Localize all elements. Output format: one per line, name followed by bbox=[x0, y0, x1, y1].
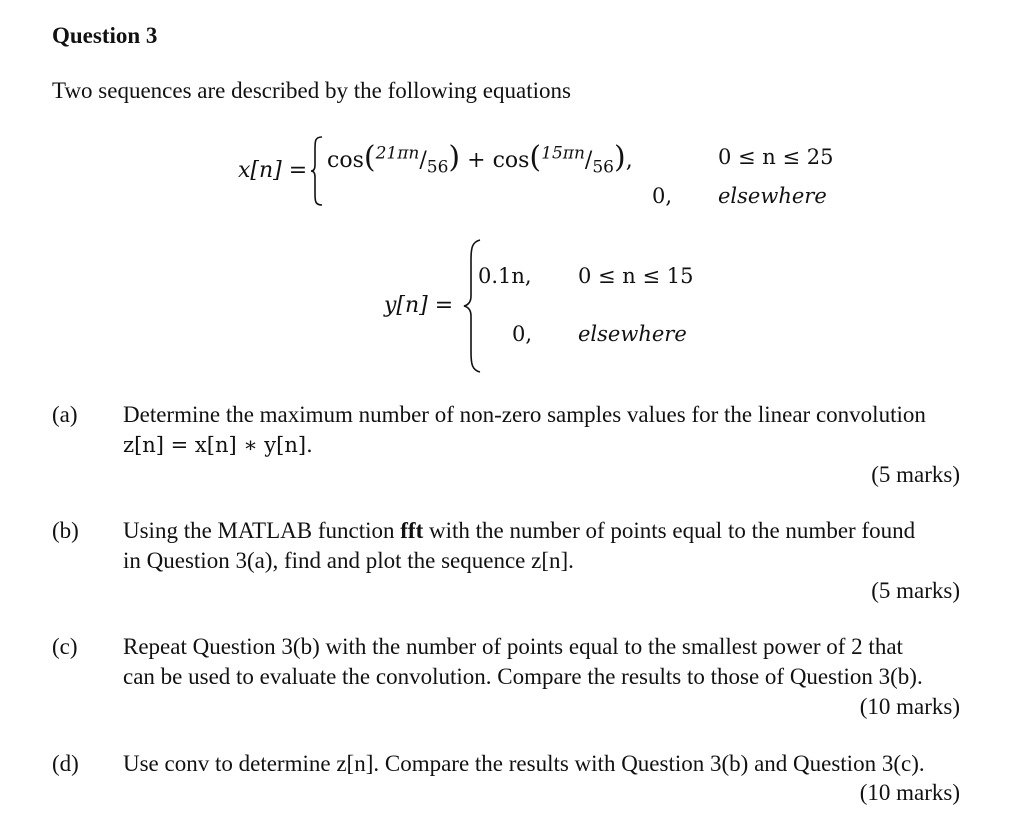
part-b-post: with the number of points equal to the number found bbox=[423, 518, 916, 543]
part-b-text bbox=[123, 516, 963, 576]
part-b-marks: (5 marks) bbox=[871, 578, 960, 603]
x-eq-num1: 21πn bbox=[375, 143, 420, 164]
x-eq-expression: $\cos(^{21\pi n}/_{56}) + \cos(^{15\pi n}/_{56})$, bbox=[327, 140, 633, 178]
part-a-line1: Determine the maximum number of non-zero samples values for the linear convolution bbox=[123, 402, 926, 427]
y-eq-c1: 0 ≤ n ≤ 15 bbox=[578, 264, 694, 288]
part-d-text bbox=[123, 749, 963, 779]
y-eq-c2: elsewhere bbox=[578, 322, 687, 346]
part-c-label: (c) bbox=[52, 634, 78, 659]
part-a-line2: z[n] = x[n] ∗ y[n]. bbox=[123, 433, 313, 457]
x-eq-num2: 15πn bbox=[541, 143, 585, 164]
part-b-pre: Using the MATLAB function bbox=[123, 518, 401, 543]
part-c-line2: can be used to evaluate the convolution. Compare the results to those of Question 3(b). bbox=[123, 664, 923, 689]
x-eq-den2: 56 bbox=[592, 157, 614, 178]
x-eq-brace bbox=[310, 135, 324, 207]
part-b-line2: in Question 3(a), find and plot the sequence z[n]. bbox=[123, 548, 574, 573]
y-eq-brace bbox=[462, 238, 484, 374]
y-eq-v1: 0.1n, bbox=[478, 264, 532, 288]
y-eq-v2: 0, bbox=[512, 322, 533, 346]
part-c-line1: Repeat Question 3(b) with the number of points equal to the smallest power of 2 that bbox=[123, 634, 903, 659]
intro-text: Two sequences are described by the following equations bbox=[52, 78, 571, 103]
part-c-marks: (10 marks) bbox=[859, 694, 960, 719]
x-eq-cond1: 0 ≤ n ≤ 25 bbox=[718, 145, 834, 169]
part-a-text bbox=[123, 400, 963, 460]
part-a-marks: (5 marks) bbox=[871, 462, 960, 487]
part-c-text bbox=[123, 632, 963, 692]
x-eq-den1: 56 bbox=[426, 157, 449, 178]
part-b-fft: fft bbox=[400, 518, 424, 543]
x-eq-lhs: x[n] = bbox=[238, 158, 308, 183]
part-d-line1: Use conv to determine z[n]. Compare the results with Question 3(b) and Question 3(c). bbox=[123, 751, 925, 776]
part-d-marks: (10 marks) bbox=[859, 780, 960, 805]
part-b-line1 bbox=[123, 516, 963, 546]
part-a-label: (a) bbox=[52, 402, 78, 427]
x-eq-plus: + bbox=[467, 148, 486, 173]
x-eq-zero: 0, bbox=[652, 184, 673, 208]
part-d-label: (d) bbox=[52, 751, 79, 776]
y-eq-lhs: y[n] = bbox=[384, 293, 454, 318]
x-eq-cond2: elsewhere bbox=[718, 184, 827, 208]
question-title: Question 3 bbox=[52, 23, 158, 48]
part-b-label: (b) bbox=[52, 518, 79, 543]
x-eq-cos1: cos bbox=[327, 148, 364, 173]
x-eq-cos2: cos bbox=[492, 148, 530, 173]
